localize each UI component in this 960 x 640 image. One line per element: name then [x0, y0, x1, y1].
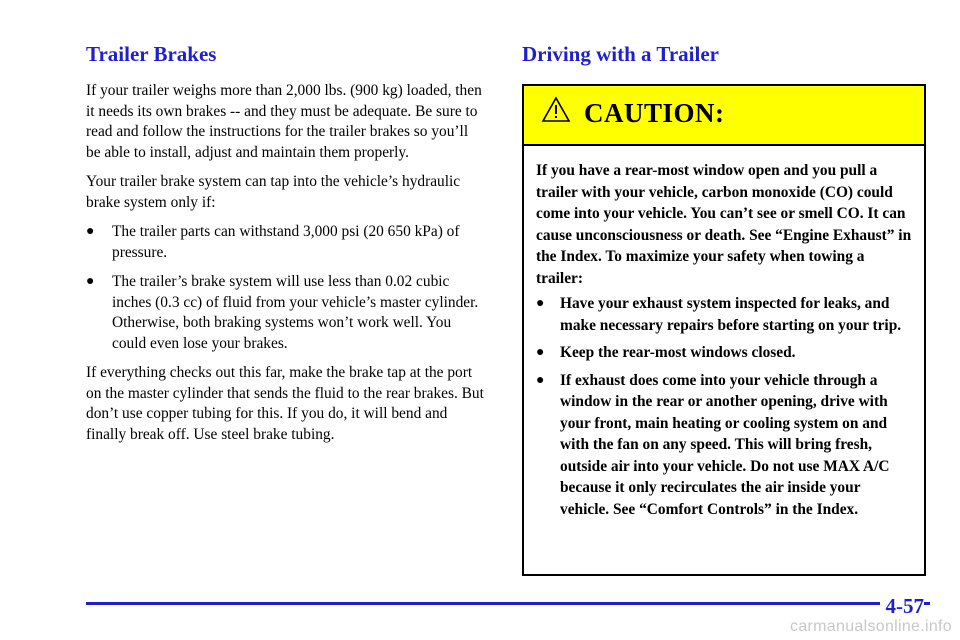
list-item-text: Keep the rear-most windows closed.: [560, 344, 796, 361]
bullet-dot-icon: ●: [536, 345, 545, 360]
caution-list: [536, 293, 912, 520]
section-heading-trailer-brakes: Trailer Brakes: [86, 42, 217, 66]
warning-triangle-icon: [541, 96, 571, 123]
left-column: [86, 40, 486, 454]
bullet-dot-icon: ●: [536, 296, 545, 311]
paragraph-conditions: Your trailer brake system can tap into the vehicle’s hydraulic brake system only if:: [86, 173, 461, 211]
list-item: [86, 272, 486, 354]
paragraph-intro: If your trailer weighs more than 2,000 lbs. (900 kg) loaded, then it needs its own brakes -- and they must be adequate. Be sure to read and follow the instructions for the trailer brakes so you’ll be able to install, adjust and maintain them properly.: [86, 82, 482, 161]
page-number: 4-57: [880, 594, 925, 619]
caution-box: [522, 84, 926, 576]
caution-body: [524, 146, 924, 520]
list-item-text: Have your exhaust system inspected for leaks, and make necessary repairs before starting on your trip.: [560, 295, 902, 334]
watermark: carmanualsonline.info: [790, 618, 952, 635]
bullet-dot-icon: ●: [86, 224, 95, 239]
list-item: [536, 370, 912, 521]
section-heading-driving-with-trailer: Driving with a Trailer: [522, 42, 719, 66]
list-item: [86, 222, 486, 263]
list-item-text: If exhaust does come into your vehicle through a window in the rear or another opening, drive with your front, main heating or cooling system on and with the fan on any speed. This will bring fresh, outside air into your vehicle. Do not use MAX A/C because it only recirculates the air inside your vehicle. See “Comfort Controls” in the Index.: [560, 371, 890, 518]
bullet-dot-icon: ●: [536, 372, 545, 388]
right-column: [522, 40, 930, 518]
list-item: [536, 293, 912, 336]
bullet-dot-icon: ●: [86, 274, 95, 289]
caution-header: [524, 86, 924, 146]
conditions-list: [86, 222, 486, 354]
list-item: [536, 342, 912, 364]
caution-title: CAUTION:: [584, 98, 725, 128]
paragraph-tubing: If everything checks out this far, make the brake tap at the port on the master cylinder that sends the fluid to the rear brakes. But don’t use copper tubing for this. If you do, it will bend and finally break off. Use steel brake tubing.: [86, 364, 484, 443]
footer-rule: [86, 602, 930, 605]
list-item-text: The trailer’s brake system will use less than 0.02 cubic inches (0.3 cc) of fluid from your vehicle’s master cylinder. Otherwise, both braking systems won’t work well. You could even lose your brakes.: [112, 273, 479, 352]
list-item-text: The trailer parts can withstand 3,000 psi (20 650 kPa) of pressure.: [112, 223, 460, 261]
caution-intro: If you have a rear-most window open and you pull a trailer with your vehicle, carbon monoxide (CO) could come into your vehicle. You can’t see or smell CO. It can cause unconsciousness or death. See “Engine Exhaust” in the Index. To maximize your safety when towing a trailer:: [536, 162, 912, 287]
